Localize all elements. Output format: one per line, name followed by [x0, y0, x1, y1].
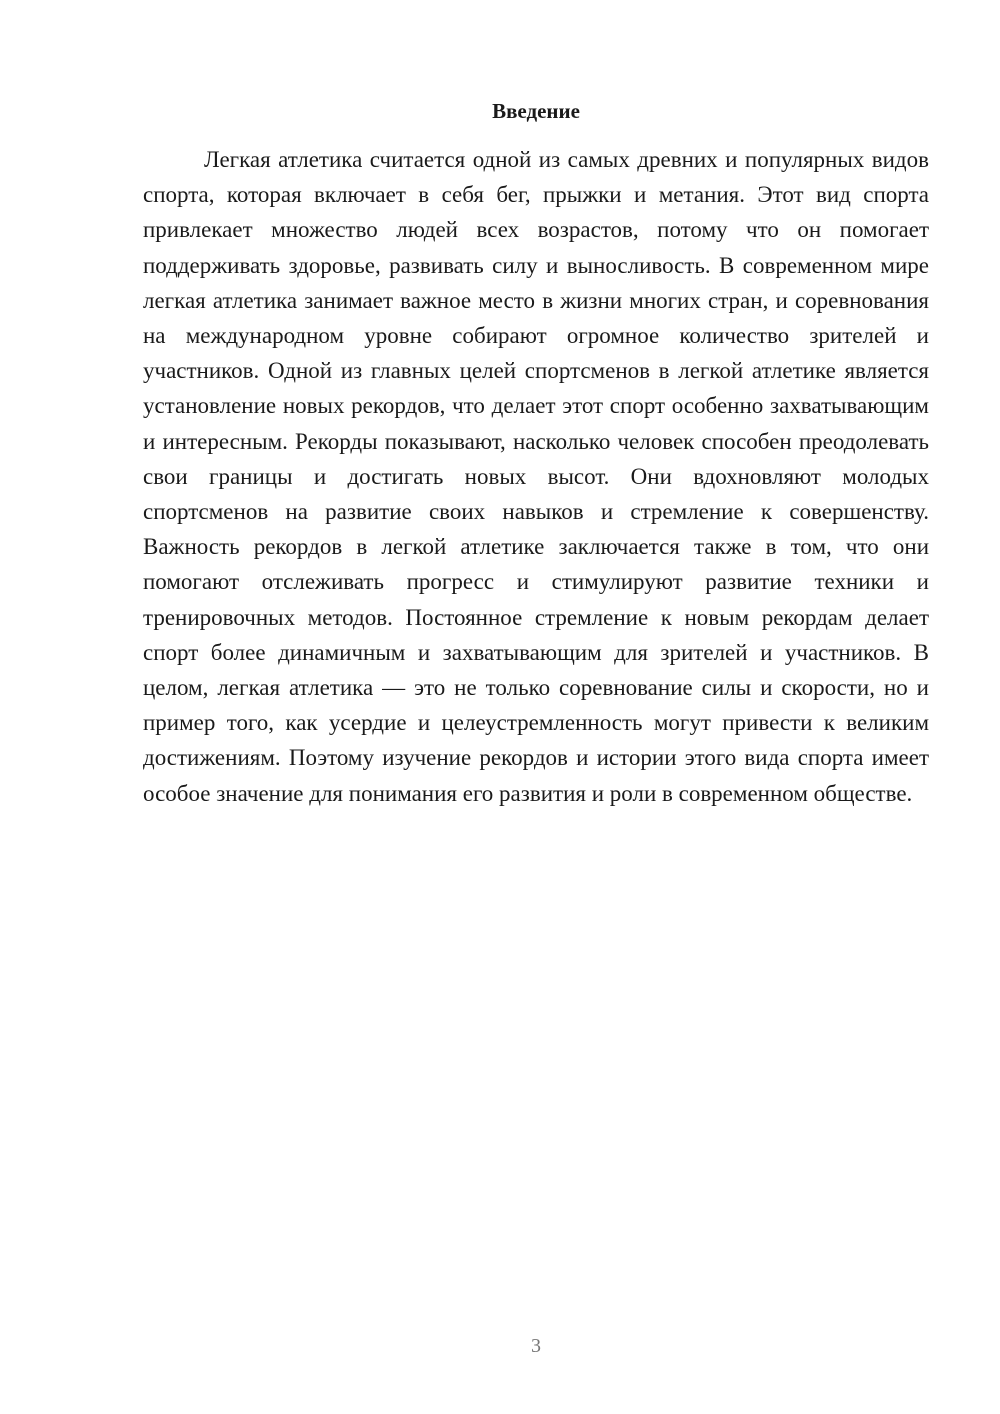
body-paragraph: Легкая атлетика считается одной из самых древних и популярных видов спорта, которая включает в себя бег, прыжки и метания. Этот вид спорта привлекает множество людей всех возрастов, потому что он помогает поддерживать здоровье, развивать силу и выносливость. В современном мире легкая атлетика занимает важное место в жизни многих стран, и соревнования на международном уровне собирают огромное количество зрителей и участников. Одной из главных целей спортсменов в легкой атлетике является установление новых рекордов, что делает этот спорт особенно захватывающим и интересным. Рекорды показывают, насколько человек способен преодолевать свои границы и достигать новых высот. Они вдохновляют молодых спортсменов на развитие своих навыков и стремление к совершенству. Важность рекордов в легкой атлетике заключается также в том, что они помогают отслеживать прогресс и стимулируют развитие техники и тренировочных методов. Постоянное стремление к новым рекордам делает спорт более динамичным и захватывающим для зрителей и участников. В целом, легкая атлетика — это не только соревнование силы и скорости, но и пример того, как усердие и целеустремленность могут привести к великим достижениям. Поэтому изучение рекордов и истории этого вида спорта имеет особое значение для понимания его развития и роли в современном обществе. — [143, 147, 929, 806]
page-number: 3 — [531, 1335, 541, 1357]
section-heading: Введение — [492, 99, 580, 123]
